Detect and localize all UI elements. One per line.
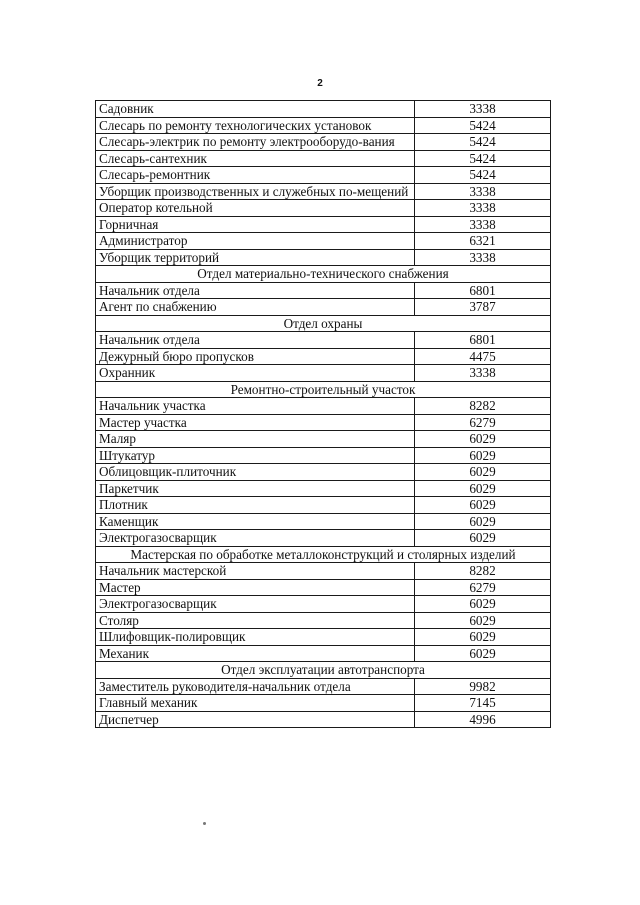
salary-value: 6029 <box>415 530 551 547</box>
position-name: Мастер участка <box>96 414 415 431</box>
section-header-row <box>96 662 551 679</box>
position-name: Начальник участка <box>96 398 415 415</box>
salary-value: 4475 <box>415 348 551 365</box>
table-row <box>96 513 551 530</box>
salary-value: 6029 <box>415 447 551 464</box>
table-row <box>96 332 551 349</box>
position-name: Начальник отдела <box>96 282 415 299</box>
position-name: Механик <box>96 645 415 662</box>
table-row <box>96 150 551 167</box>
position-name: Начальник отдела <box>96 332 415 349</box>
salary-value: 3338 <box>415 216 551 233</box>
table-row <box>96 579 551 596</box>
salary-value: 6801 <box>415 332 551 349</box>
table-row <box>96 348 551 365</box>
salary-value: 7145 <box>415 695 551 712</box>
staff-salary-table <box>95 100 551 728</box>
table-row <box>96 414 551 431</box>
position-name: Агент по снабжению <box>96 299 415 316</box>
salary-value: 5424 <box>415 134 551 151</box>
table-row <box>96 497 551 514</box>
salary-value: 6029 <box>415 612 551 629</box>
position-name: Мастер <box>96 579 415 596</box>
page-number: 2 <box>317 78 323 89</box>
salary-value: 8282 <box>415 398 551 415</box>
salary-value: 6279 <box>415 414 551 431</box>
table-row <box>96 711 551 728</box>
salary-value: 8282 <box>415 563 551 580</box>
position-name: Паркетчик <box>96 480 415 497</box>
table-body <box>96 101 551 728</box>
table-row <box>96 200 551 217</box>
salary-value: 6029 <box>415 513 551 530</box>
table-row <box>96 282 551 299</box>
position-name: Администратор <box>96 233 415 250</box>
salary-value: 3338 <box>415 200 551 217</box>
table-row <box>96 678 551 695</box>
table-row <box>96 464 551 481</box>
position-name: Столяр <box>96 612 415 629</box>
salary-value: 6279 <box>415 579 551 596</box>
position-name: Заместитель руководителя-начальник отдела <box>96 678 415 695</box>
section-header-row <box>96 266 551 283</box>
salary-value: 6029 <box>415 431 551 448</box>
position-name: Штукатур <box>96 447 415 464</box>
table-row <box>96 233 551 250</box>
salary-value: 9982 <box>415 678 551 695</box>
table-row <box>96 695 551 712</box>
position-name: Электрогазосварщик <box>96 530 415 547</box>
table-row <box>96 431 551 448</box>
table-row <box>96 167 551 184</box>
salary-value: 6029 <box>415 497 551 514</box>
position-name: Электрогазосварщик <box>96 596 415 613</box>
salary-value: 6029 <box>415 645 551 662</box>
table-row <box>96 365 551 382</box>
section-title: Отдел охраны <box>96 315 551 332</box>
table-row <box>96 249 551 266</box>
section-title: Ремонтно-строительный участок <box>96 381 551 398</box>
table-row <box>96 530 551 547</box>
table-row <box>96 117 551 134</box>
position-name: Плотник <box>96 497 415 514</box>
section-header-row <box>96 315 551 332</box>
position-name: Каменщик <box>96 513 415 530</box>
section-header-row <box>96 546 551 563</box>
table-row <box>96 216 551 233</box>
table-row <box>96 563 551 580</box>
salary-value: 5424 <box>415 150 551 167</box>
table-row <box>96 480 551 497</box>
stray-ink-mark <box>203 822 206 825</box>
salary-value: 6029 <box>415 596 551 613</box>
position-name: Слесарь-ремонтник <box>96 167 415 184</box>
position-name: Слесарь-электрик по ремонту электрооборудо-вания <box>96 134 415 151</box>
salary-value: 6321 <box>415 233 551 250</box>
position-name: Шлифовщик-полировщик <box>96 629 415 646</box>
position-name: Слесарь по ремонту технологических установок <box>96 117 415 134</box>
salary-value: 3338 <box>415 101 551 118</box>
table-row <box>96 299 551 316</box>
table-row <box>96 134 551 151</box>
section-title: Отдел материально-технического снабжения <box>96 266 551 283</box>
salary-value: 3338 <box>415 183 551 200</box>
salary-value: 3338 <box>415 365 551 382</box>
salary-value: 6801 <box>415 282 551 299</box>
salary-value: 6029 <box>415 480 551 497</box>
salary-value: 3787 <box>415 299 551 316</box>
table-row <box>96 612 551 629</box>
position-name: Начальник мастерской <box>96 563 415 580</box>
table-row <box>96 398 551 415</box>
table-row <box>96 629 551 646</box>
salary-value: 6029 <box>415 629 551 646</box>
position-name: Маляр <box>96 431 415 448</box>
position-name: Уборщик территорий <box>96 249 415 266</box>
position-name: Горничная <box>96 216 415 233</box>
position-name: Оператор котельной <box>96 200 415 217</box>
position-name: Охранник <box>96 365 415 382</box>
salary-value: 6029 <box>415 464 551 481</box>
table-row <box>96 596 551 613</box>
section-title: Мастерская по обработке металлоконструкций и столярных изделий <box>96 546 551 563</box>
table-row <box>96 183 551 200</box>
salary-value: 3338 <box>415 249 551 266</box>
table-row <box>96 447 551 464</box>
salary-value: 5424 <box>415 167 551 184</box>
position-name: Уборщик производственных и служебных по-мещений <box>96 183 415 200</box>
section-header-row <box>96 381 551 398</box>
table-row <box>96 101 551 118</box>
position-name: Главный механик <box>96 695 415 712</box>
position-name: Диспетчер <box>96 711 415 728</box>
position-name: Садовник <box>96 101 415 118</box>
salary-value: 5424 <box>415 117 551 134</box>
salary-value: 4996 <box>415 711 551 728</box>
table-row <box>96 645 551 662</box>
position-name: Слесарь-сантехник <box>96 150 415 167</box>
section-title: Отдел эксплуатации автотранспорта <box>96 662 551 679</box>
position-name: Облицовщик-плиточник <box>96 464 415 481</box>
position-name: Дежурный бюро пропусков <box>96 348 415 365</box>
